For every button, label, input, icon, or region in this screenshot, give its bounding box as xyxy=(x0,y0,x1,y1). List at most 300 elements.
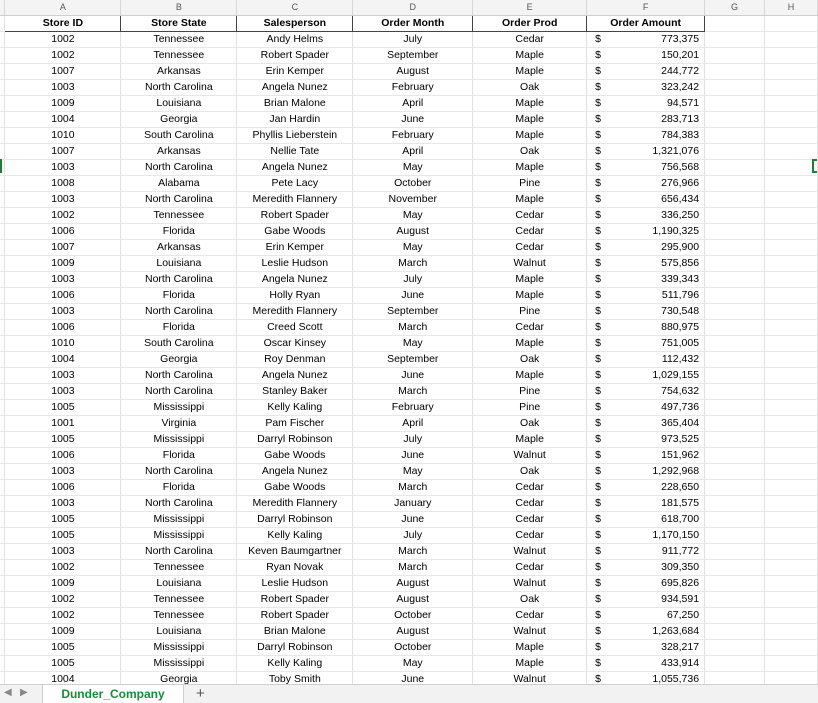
table-cell[interactable]: February xyxy=(353,400,473,416)
empty-cell[interactable] xyxy=(765,352,818,368)
column-header-c[interactable]: C xyxy=(237,0,353,16)
empty-cell[interactable] xyxy=(765,272,818,288)
table-cell[interactable]: Cedar xyxy=(473,528,587,544)
table-cell[interactable]: Pine xyxy=(473,176,587,192)
table-cell[interactable]: April xyxy=(353,144,473,160)
table-cell[interactable]: Keven Baumgartner xyxy=(237,544,353,560)
empty-cell[interactable] xyxy=(705,224,765,240)
table-cell[interactable]: Arkansas xyxy=(121,144,237,160)
table-cell[interactable]: North Carolina xyxy=(121,384,237,400)
empty-cell[interactable] xyxy=(765,672,818,685)
table-cell[interactable]: Walnut xyxy=(473,576,587,592)
table-cell[interactable]: Cedar xyxy=(473,608,587,624)
table-cell[interactable]: Kelly Kaling xyxy=(237,528,353,544)
table-cell[interactable]: Gabe Woods xyxy=(237,224,353,240)
table-cell[interactable]: Louisiana xyxy=(121,576,237,592)
empty-cell[interactable] xyxy=(705,352,765,368)
table-cell[interactable]: 1002 xyxy=(5,608,121,624)
empty-cell[interactable] xyxy=(705,48,765,64)
column-header-g[interactable]: G xyxy=(705,0,765,16)
table-cell[interactable]: Alabama xyxy=(121,176,237,192)
table-cell[interactable]: 1003 xyxy=(5,496,121,512)
table-cell[interactable]: 1003 xyxy=(5,384,121,400)
empty-cell[interactable] xyxy=(765,592,818,608)
table-cell[interactable]: 1002 xyxy=(5,560,121,576)
table-cell[interactable]: Cedar xyxy=(473,240,587,256)
empty-cell[interactable] xyxy=(765,80,818,96)
empty-cell[interactable] xyxy=(765,304,818,320)
table-cell[interactable]: Arkansas xyxy=(121,240,237,256)
header-cell[interactable]: Order Prod xyxy=(473,16,587,32)
empty-cell[interactable] xyxy=(705,608,765,624)
table-cell[interactable]: Leslie Hudson xyxy=(237,576,353,592)
empty-cell[interactable] xyxy=(705,464,765,480)
table-cell[interactable]: Maple xyxy=(473,368,587,384)
table-cell[interactable]: Robert Spader xyxy=(237,48,353,64)
empty-cell[interactable] xyxy=(705,640,765,656)
amount-cell[interactable] xyxy=(587,80,705,96)
empty-cell[interactable] xyxy=(765,32,818,48)
table-cell[interactable]: March xyxy=(353,544,473,560)
amount-cell[interactable] xyxy=(587,608,705,624)
table-cell[interactable]: Angela Nunez xyxy=(237,368,353,384)
amount-cell[interactable] xyxy=(587,272,705,288)
empty-cell[interactable] xyxy=(765,112,818,128)
table-cell[interactable]: May xyxy=(353,336,473,352)
column-header-e[interactable]: E xyxy=(473,0,587,16)
table-cell[interactable]: Maple xyxy=(473,432,587,448)
table-cell[interactable]: 1003 xyxy=(5,544,121,560)
table-cell[interactable]: Nellie Tate xyxy=(237,144,353,160)
empty-cell[interactable] xyxy=(705,64,765,80)
table-cell[interactable]: November xyxy=(353,192,473,208)
table-cell[interactable]: Pine xyxy=(473,400,587,416)
table-cell[interactable]: Erin Kemper xyxy=(237,64,353,80)
amount-cell[interactable] xyxy=(587,304,705,320)
table-cell[interactable]: 1003 xyxy=(5,272,121,288)
table-cell[interactable]: Robert Spader xyxy=(237,608,353,624)
empty-cell[interactable] xyxy=(765,336,818,352)
table-cell[interactable]: Mississippi xyxy=(121,400,237,416)
amount-cell[interactable] xyxy=(587,224,705,240)
table-cell[interactable]: Robert Spader xyxy=(237,592,353,608)
table-cell[interactable]: Virginia xyxy=(121,416,237,432)
empty-cell[interactable] xyxy=(705,432,765,448)
table-cell[interactable]: Ryan Novak xyxy=(237,560,353,576)
amount-cell[interactable] xyxy=(587,144,705,160)
table-cell[interactable]: 1002 xyxy=(5,208,121,224)
table-cell[interactable]: Kelly Kaling xyxy=(237,400,353,416)
empty-cell[interactable] xyxy=(705,384,765,400)
table-cell[interactable]: March xyxy=(353,480,473,496)
table-cell[interactable]: Angela Nunez xyxy=(237,272,353,288)
header-cell[interactable]: Order Month xyxy=(353,16,473,32)
amount-cell[interactable] xyxy=(587,432,705,448)
table-cell[interactable]: Maple xyxy=(473,640,587,656)
table-cell[interactable]: Georgia xyxy=(121,672,237,685)
table-cell[interactable]: Tennessee xyxy=(121,592,237,608)
amount-cell[interactable] xyxy=(587,336,705,352)
column-header-d[interactable]: D xyxy=(353,0,473,16)
table-cell[interactable]: North Carolina xyxy=(121,496,237,512)
empty-cell[interactable] xyxy=(705,656,765,672)
table-cell[interactable]: 1009 xyxy=(5,96,121,112)
table-cell[interactable]: 1006 xyxy=(5,288,121,304)
empty-cell[interactable] xyxy=(705,16,765,32)
empty-cell[interactable] xyxy=(705,544,765,560)
table-cell[interactable]: 1007 xyxy=(5,144,121,160)
table-cell[interactable]: June xyxy=(353,672,473,685)
amount-cell[interactable] xyxy=(587,656,705,672)
empty-cell[interactable] xyxy=(765,464,818,480)
table-cell[interactable]: Meredith Flannery xyxy=(237,192,353,208)
table-cell[interactable]: Leslie Hudson xyxy=(237,256,353,272)
empty-cell[interactable] xyxy=(705,400,765,416)
empty-cell[interactable] xyxy=(765,608,818,624)
table-cell[interactable]: 1005 xyxy=(5,656,121,672)
table-cell[interactable]: June xyxy=(353,288,473,304)
amount-cell[interactable] xyxy=(587,560,705,576)
table-cell[interactable]: North Carolina xyxy=(121,544,237,560)
header-cell[interactable]: Store ID xyxy=(5,16,121,32)
empty-cell[interactable] xyxy=(765,560,818,576)
empty-cell[interactable] xyxy=(705,528,765,544)
table-cell[interactable]: September xyxy=(353,304,473,320)
table-cell[interactable]: June xyxy=(353,112,473,128)
amount-cell[interactable] xyxy=(587,112,705,128)
amount-cell[interactable] xyxy=(587,256,705,272)
table-cell[interactable]: 1003 xyxy=(5,464,121,480)
empty-cell[interactable] xyxy=(705,560,765,576)
empty-cell[interactable] xyxy=(765,448,818,464)
empty-cell[interactable] xyxy=(705,128,765,144)
table-cell[interactable]: Toby Smith xyxy=(237,672,353,685)
empty-cell[interactable] xyxy=(765,240,818,256)
table-cell[interactable]: August xyxy=(353,64,473,80)
empty-cell[interactable] xyxy=(705,96,765,112)
table-cell[interactable]: Florida xyxy=(121,224,237,240)
header-cell[interactable]: Order Amount xyxy=(587,16,705,32)
table-cell[interactable]: South Carolina xyxy=(121,128,237,144)
amount-cell[interactable] xyxy=(587,480,705,496)
table-cell[interactable]: May xyxy=(353,656,473,672)
table-cell[interactable]: Maple xyxy=(473,64,587,80)
table-cell[interactable]: Walnut xyxy=(473,624,587,640)
table-cell[interactable]: Andy Helms xyxy=(237,32,353,48)
table-cell[interactable]: Meredith Flannery xyxy=(237,496,353,512)
empty-cell[interactable] xyxy=(705,144,765,160)
table-cell[interactable]: Pete Lacy xyxy=(237,176,353,192)
table-cell[interactable]: North Carolina xyxy=(121,272,237,288)
empty-cell[interactable] xyxy=(765,160,818,176)
empty-cell[interactable] xyxy=(705,320,765,336)
table-cell[interactable]: Cedar xyxy=(473,208,587,224)
empty-cell[interactable] xyxy=(765,528,818,544)
table-cell[interactable]: May xyxy=(353,240,473,256)
table-cell[interactable]: South Carolina xyxy=(121,336,237,352)
amount-cell[interactable] xyxy=(587,576,705,592)
table-cell[interactable]: 1002 xyxy=(5,32,121,48)
amount-cell[interactable] xyxy=(587,384,705,400)
empty-cell[interactable] xyxy=(765,512,818,528)
table-cell[interactable]: 1004 xyxy=(5,672,121,685)
table-cell[interactable]: Darryl Robinson xyxy=(237,432,353,448)
empty-cell[interactable] xyxy=(705,176,765,192)
empty-cell[interactable] xyxy=(705,416,765,432)
empty-cell[interactable] xyxy=(705,112,765,128)
table-cell[interactable]: Gabe Woods xyxy=(237,480,353,496)
empty-cell[interactable] xyxy=(705,160,765,176)
amount-cell[interactable] xyxy=(587,32,705,48)
table-cell[interactable]: Holly Ryan xyxy=(237,288,353,304)
table-cell[interactable]: October xyxy=(353,640,473,656)
table-cell[interactable]: 1004 xyxy=(5,352,121,368)
empty-cell[interactable] xyxy=(765,480,818,496)
table-cell[interactable]: July xyxy=(353,32,473,48)
empty-cell[interactable] xyxy=(765,544,818,560)
table-cell[interactable]: North Carolina xyxy=(121,160,237,176)
table-cell[interactable]: June xyxy=(353,512,473,528)
table-cell[interactable]: April xyxy=(353,96,473,112)
empty-cell[interactable] xyxy=(765,576,818,592)
table-cell[interactable]: Darryl Robinson xyxy=(237,640,353,656)
table-cell[interactable]: Brian Malone xyxy=(237,624,353,640)
empty-cell[interactable] xyxy=(705,80,765,96)
empty-cell[interactable] xyxy=(765,384,818,400)
table-cell[interactable]: 1008 xyxy=(5,176,121,192)
table-cell[interactable]: Mississippi xyxy=(121,528,237,544)
empty-cell[interactable] xyxy=(705,576,765,592)
table-cell[interactable]: Maple xyxy=(473,48,587,64)
table-cell[interactable]: Tennessee xyxy=(121,608,237,624)
table-cell[interactable]: 1009 xyxy=(5,576,121,592)
table-cell[interactable]: North Carolina xyxy=(121,464,237,480)
amount-cell[interactable] xyxy=(587,464,705,480)
amount-cell[interactable] xyxy=(587,128,705,144)
table-cell[interactable]: Louisiana xyxy=(121,256,237,272)
table-cell[interactable]: 1010 xyxy=(5,336,121,352)
table-cell[interactable]: Creed Scott xyxy=(237,320,353,336)
amount-cell[interactable] xyxy=(587,288,705,304)
table-cell[interactable]: North Carolina xyxy=(121,192,237,208)
table-cell[interactable]: Walnut xyxy=(473,544,587,560)
table-cell[interactable]: August xyxy=(353,624,473,640)
table-cell[interactable]: North Carolina xyxy=(121,368,237,384)
table-cell[interactable]: October xyxy=(353,176,473,192)
empty-cell[interactable] xyxy=(765,624,818,640)
table-cell[interactable]: Maple xyxy=(473,128,587,144)
table-cell[interactable]: April xyxy=(353,416,473,432)
header-cell[interactable]: Store State xyxy=(121,16,237,32)
table-cell[interactable]: Cedar xyxy=(473,224,587,240)
table-cell[interactable]: Tennessee xyxy=(121,32,237,48)
table-cell[interactable]: Mississippi xyxy=(121,656,237,672)
empty-cell[interactable] xyxy=(705,592,765,608)
table-cell[interactable]: 1005 xyxy=(5,512,121,528)
triangle-left-icon[interactable]: ◀ xyxy=(4,687,12,698)
amount-cell[interactable] xyxy=(587,192,705,208)
table-cell[interactable]: September xyxy=(353,48,473,64)
table-cell[interactable]: Maple xyxy=(473,336,587,352)
table-cell[interactable]: Angela Nunez xyxy=(237,80,353,96)
table-cell[interactable]: Pine xyxy=(473,304,587,320)
table-cell[interactable]: March xyxy=(353,256,473,272)
empty-cell[interactable] xyxy=(705,672,765,685)
triangle-right-icon[interactable]: ▶ xyxy=(20,687,28,698)
empty-cell[interactable] xyxy=(765,208,818,224)
empty-cell[interactable] xyxy=(705,192,765,208)
table-cell[interactable]: 1006 xyxy=(5,224,121,240)
empty-cell[interactable] xyxy=(705,240,765,256)
table-cell[interactable]: June xyxy=(353,448,473,464)
table-cell[interactable]: 1003 xyxy=(5,160,121,176)
table-cell[interactable]: 1006 xyxy=(5,448,121,464)
empty-cell[interactable] xyxy=(705,272,765,288)
table-cell[interactable]: Cedar xyxy=(473,32,587,48)
empty-cell[interactable] xyxy=(765,656,818,672)
table-cell[interactable]: Angela Nunez xyxy=(237,464,353,480)
amount-cell[interactable] xyxy=(587,496,705,512)
empty-cell[interactable] xyxy=(765,144,818,160)
empty-cell[interactable] xyxy=(765,416,818,432)
amount-cell[interactable] xyxy=(587,416,705,432)
table-cell[interactable]: Pine xyxy=(473,384,587,400)
table-cell[interactable]: Cedar xyxy=(473,496,587,512)
amount-cell[interactable] xyxy=(587,448,705,464)
empty-cell[interactable] xyxy=(705,336,765,352)
table-cell[interactable]: 1001 xyxy=(5,416,121,432)
amount-cell[interactable] xyxy=(587,176,705,192)
column-header-f[interactable]: F xyxy=(587,0,705,16)
table-cell[interactable]: Oak xyxy=(473,464,587,480)
empty-cell[interactable] xyxy=(765,224,818,240)
table-cell[interactable]: July xyxy=(353,528,473,544)
table-cell[interactable]: 1007 xyxy=(5,240,121,256)
table-cell[interactable]: 1005 xyxy=(5,400,121,416)
amount-cell[interactable] xyxy=(587,320,705,336)
table-cell[interactable]: February xyxy=(353,128,473,144)
table-cell[interactable]: Oak xyxy=(473,416,587,432)
table-cell[interactable]: Oak xyxy=(473,80,587,96)
amount-cell[interactable] xyxy=(587,240,705,256)
amount-cell[interactable] xyxy=(587,400,705,416)
amount-cell[interactable] xyxy=(587,48,705,64)
table-cell[interactable]: Cedar xyxy=(473,512,587,528)
empty-cell[interactable] xyxy=(765,496,818,512)
table-cell[interactable]: Kelly Kaling xyxy=(237,656,353,672)
empty-cell[interactable] xyxy=(765,176,818,192)
table-cell[interactable]: Cedar xyxy=(473,320,587,336)
header-cell[interactable]: Salesperson xyxy=(237,16,353,32)
table-cell[interactable]: July xyxy=(353,272,473,288)
table-cell[interactable]: May xyxy=(353,464,473,480)
empty-cell[interactable] xyxy=(705,448,765,464)
empty-cell[interactable] xyxy=(765,320,818,336)
table-cell[interactable]: Oak xyxy=(473,144,587,160)
table-cell[interactable]: Cedar xyxy=(473,560,587,576)
sheet-tab-dunder-company[interactable]: Dunder_Company xyxy=(42,685,184,703)
empty-cell[interactable] xyxy=(705,480,765,496)
table-cell[interactable]: Angela Nunez xyxy=(237,160,353,176)
empty-cell[interactable] xyxy=(705,32,765,48)
table-cell[interactable]: Maple xyxy=(473,656,587,672)
table-cell[interactable]: North Carolina xyxy=(121,304,237,320)
table-cell[interactable]: February xyxy=(353,80,473,96)
empty-cell[interactable] xyxy=(765,192,818,208)
empty-cell[interactable] xyxy=(705,288,765,304)
table-cell[interactable]: Maple xyxy=(473,96,587,112)
table-cell[interactable]: Tennessee xyxy=(121,48,237,64)
table-cell[interactable]: Tennessee xyxy=(121,560,237,576)
column-header-h[interactable]: H xyxy=(765,0,818,16)
table-cell[interactable]: Georgia xyxy=(121,352,237,368)
amount-cell[interactable] xyxy=(587,208,705,224)
empty-cell[interactable] xyxy=(705,496,765,512)
table-cell[interactable]: 1009 xyxy=(5,624,121,640)
table-cell[interactable]: 1007 xyxy=(5,64,121,80)
table-cell[interactable]: Florida xyxy=(121,448,237,464)
column-header-a[interactable]: A xyxy=(5,0,121,16)
table-cell[interactable]: 1004 xyxy=(5,112,121,128)
empty-cell[interactable] xyxy=(705,304,765,320)
table-cell[interactable]: Darryl Robinson xyxy=(237,512,353,528)
table-cell[interactable]: Walnut xyxy=(473,256,587,272)
table-cell[interactable]: Florida xyxy=(121,320,237,336)
table-cell[interactable]: August xyxy=(353,592,473,608)
table-cell[interactable]: March xyxy=(353,384,473,400)
table-cell[interactable]: Erin Kemper xyxy=(237,240,353,256)
table-cell[interactable]: 1006 xyxy=(5,320,121,336)
table-cell[interactable]: March xyxy=(353,320,473,336)
table-cell[interactable]: Roy Denman xyxy=(237,352,353,368)
table-cell[interactable]: Florida xyxy=(121,288,237,304)
empty-cell[interactable] xyxy=(705,512,765,528)
amount-cell[interactable] xyxy=(587,352,705,368)
table-cell[interactable]: Maple xyxy=(473,160,587,176)
empty-cell[interactable] xyxy=(765,432,818,448)
amount-cell[interactable] xyxy=(587,544,705,560)
amount-cell[interactable] xyxy=(587,64,705,80)
table-cell[interactable]: 1003 xyxy=(5,304,121,320)
table-cell[interactable]: Louisiana xyxy=(121,624,237,640)
table-cell[interactable]: Arkansas xyxy=(121,64,237,80)
table-cell[interactable]: 1005 xyxy=(5,640,121,656)
table-cell[interactable]: 1005 xyxy=(5,528,121,544)
table-cell[interactable]: 1003 xyxy=(5,192,121,208)
amount-cell[interactable] xyxy=(587,672,705,685)
table-cell[interactable]: September xyxy=(353,352,473,368)
table-cell[interactable]: August xyxy=(353,224,473,240)
table-cell[interactable]: Phyllis Lieberstein xyxy=(237,128,353,144)
amount-cell[interactable] xyxy=(587,512,705,528)
table-cell[interactable]: 1009 xyxy=(5,256,121,272)
table-cell[interactable]: Pam Fischer xyxy=(237,416,353,432)
column-header-b[interactable]: B xyxy=(121,0,237,16)
table-cell[interactable]: Oscar Kinsey xyxy=(237,336,353,352)
table-cell[interactable]: 1002 xyxy=(5,592,121,608)
table-cell[interactable]: North Carolina xyxy=(121,80,237,96)
table-cell[interactable]: March xyxy=(353,560,473,576)
table-cell[interactable]: Oak xyxy=(473,352,587,368)
empty-cell[interactable] xyxy=(705,256,765,272)
table-cell[interactable]: Tennessee xyxy=(121,208,237,224)
amount-cell[interactable] xyxy=(587,368,705,384)
empty-cell[interactable] xyxy=(765,640,818,656)
table-cell[interactable]: Brian Malone xyxy=(237,96,353,112)
empty-cell[interactable] xyxy=(705,208,765,224)
table-cell[interactable]: 1003 xyxy=(5,368,121,384)
table-cell[interactable]: May xyxy=(353,208,473,224)
